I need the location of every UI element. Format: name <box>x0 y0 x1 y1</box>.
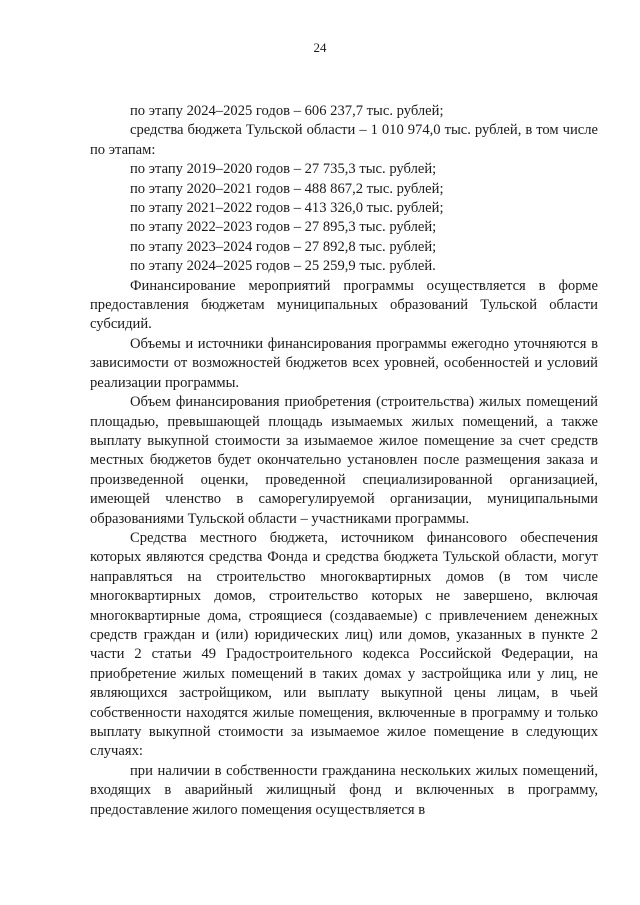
paragraph-financing-volumes: Объемы и источники финансирования программы ежегодно уточняются в зависимости от возможностей бюджетов всех уровней, особенностей и условий реализации программы. <box>90 335 598 391</box>
paragraph-multiple-premises: при наличии в собственности гражданина нескольких жилых помещений, входящих в аварийный жилищный фонд и включенных в программу, предоставление жилого помещения осуществляется в <box>90 762 598 818</box>
paragraph-stage-2019-2020: по этапу 2019–2020 годов – 27 735,3 тыс. рублей; <box>130 161 437 178</box>
paragraph-stage-2021-2022: по этапу 2021–2022 годов – 413 326,0 тыс. рублей; <box>130 200 444 217</box>
page-number: 24 <box>313 40 327 55</box>
paragraph-acquisition-financing: Объем финансирования приобретения (строительства) жилых помещений площадью, превышающей площадь изымаемых жилых помещений, а также выплату выкупной стоимости за изымаемое жилое помещение за счет средств местных бюджетов будет окончательно установлен после размещения заказа и произведенной оценки, проведенной специализированной организацией, имеющей членство в саморегулируемой организации, муниципальными образованиями Тульской области – участниками программы. <box>90 394 598 527</box>
document-body <box>90 102 598 820</box>
paragraph-local-budget-funds: Средства местного бюджета, источником финансового обеспечения которых являются средства Фонда и средства бюджета Тульской области, могут направляться на строительство многоквартирных домов (в том числе многоквартирных домов, строительство которых не завершено, включая многоквартирные дома, строящиеся (создаваемые) с привлечением денежных средств граждан и (или) юридических лиц) или домов, указанных в пункте 2 части 2 статьи 49 Градостроительного кодекса Российской Федерации, на приобретение жилых помещений в таких домах у застройщика или у лиц, не являющихся застройщиком, или выплату выкупной цены лицам, в чьей собственности находятся жилые помещения, включенные в программу и только выплату выкупной стоимости за изымаемое жилое помещение в следующих случаях: <box>90 529 598 760</box>
paragraph-stage-2023-2024: по этапу 2023–2024 годов – 27 892,8 тыс. рублей; <box>130 238 437 255</box>
paragraph-stage-2020-2021: по этапу 2020–2021 годов – 488 867,2 тыс. рублей; <box>130 180 444 197</box>
paragraph-stage-2024-2025-total: по этапу 2024–2025 годов – 606 237,7 тыс. рублей; <box>130 103 444 119</box>
paragraph-regional-budget: средства бюджета Тульской области – 1 010 974,0 тыс. рублей, в том числе по этапам: <box>90 122 598 158</box>
paragraph-stage-2024-2025: по этапу 2024–2025 годов – 25 259,9 тыс. рублей. <box>130 258 436 275</box>
paragraph-financing-form: Финансирование мероприятий программы осуществляется в форме предоставления бюджетам муниципальных образований Тульской области субсидий. <box>90 277 598 333</box>
paragraph-stage-2022-2023: по этапу 2022–2023 годов – 27 895,3 тыс. рублей; <box>130 219 437 236</box>
